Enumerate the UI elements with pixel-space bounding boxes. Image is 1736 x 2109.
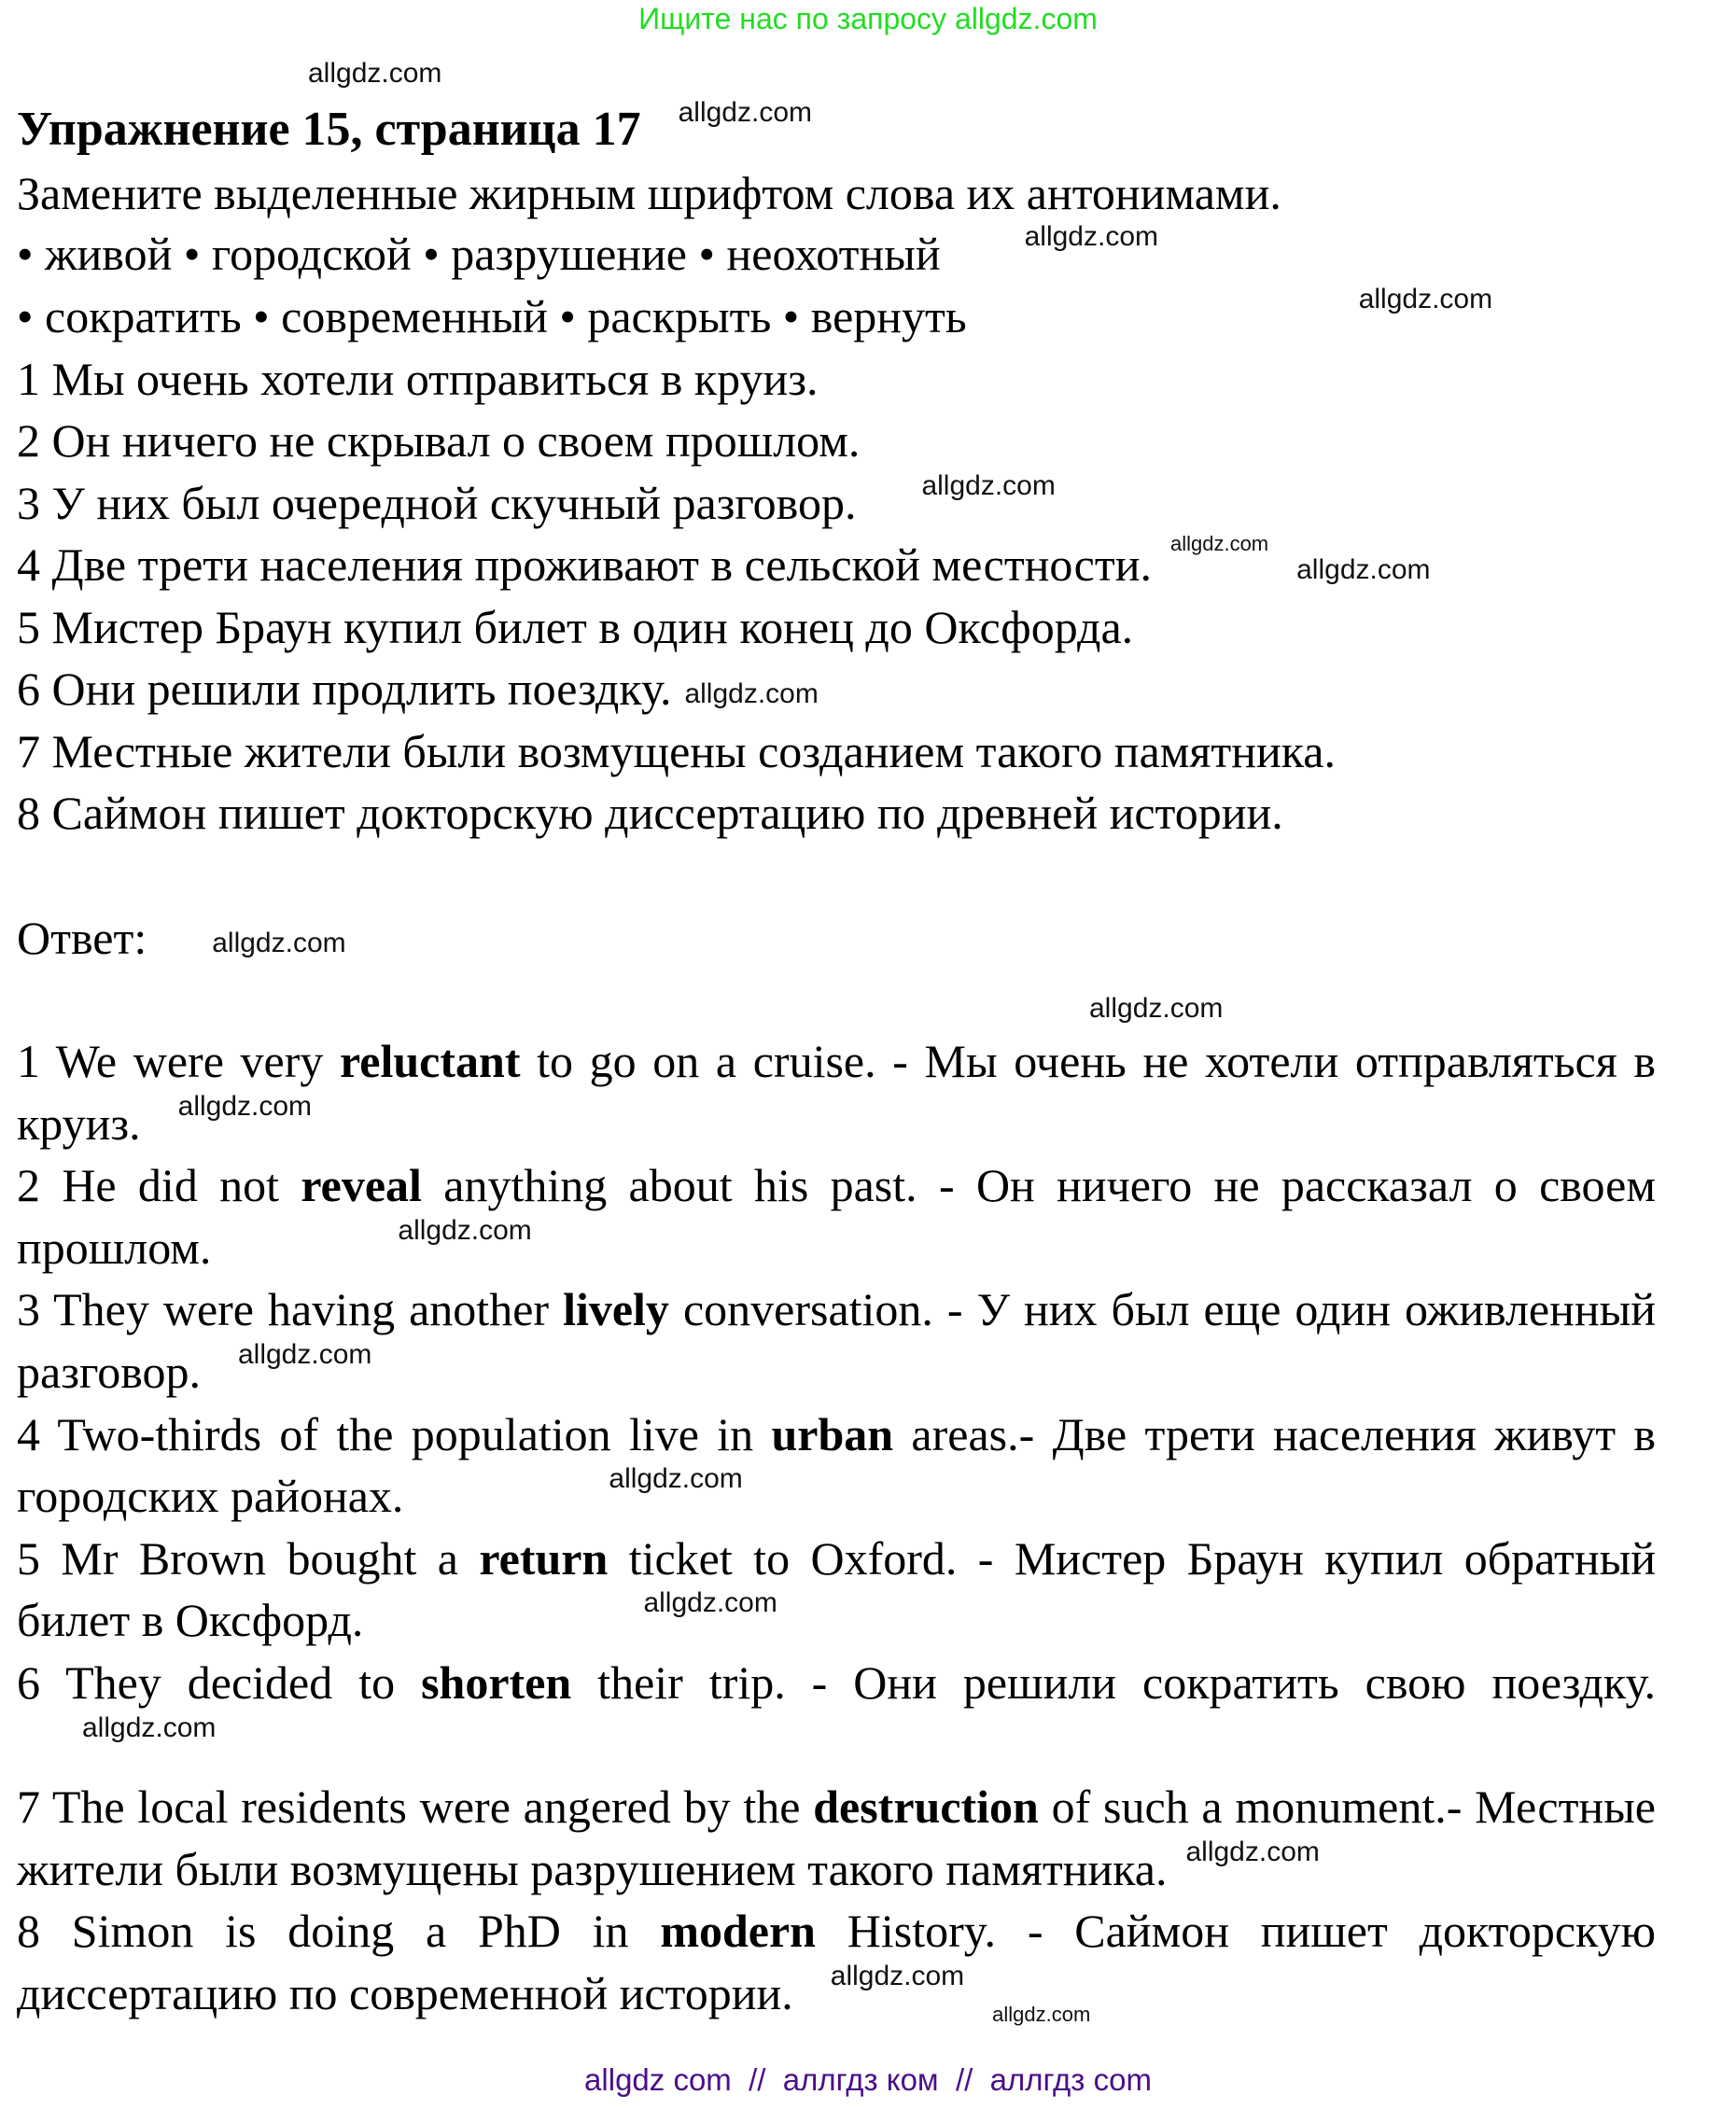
watermark: allgdz.com (177, 1090, 313, 1122)
answer-keyword: modern (660, 1905, 816, 1958)
watermark: allgdz.com (308, 58, 442, 89)
answer-item (17, 1652, 1656, 1776)
answer-item (17, 1900, 1656, 2024)
watermark: allgdz.com (1296, 553, 1431, 585)
answer-keyword: return (479, 1531, 609, 1585)
word-list-line-1-row (17, 223, 1158, 285)
answer-text: 2 He did not (17, 1159, 301, 1212)
watermark: allgdz.com (1089, 993, 1224, 1024)
sentence: 7 Местные жители были возмущены созданием такого памятника. (17, 725, 1336, 777)
answer-text: conversation. - У них был еще один оживленный разговор. (17, 1283, 1656, 1398)
task-instruction: Замените выделенные жирным шрифтом слова их антонимами. (17, 167, 1281, 219)
answer-text: ticket to Oxford. - Мистер Браун купил обратный билет в Оксфорд. (17, 1531, 1656, 1647)
watermark: allgdz.com (830, 1960, 965, 1991)
answer-text: 7 The local residents were angered by the (17, 1781, 814, 1834)
answer-item (17, 1030, 1656, 1154)
answer-text: anything about his past. - Он ничего не рассказал о своем прошлом. (17, 1159, 1656, 1274)
sentence: 3 У них был очередной скучный разговор. (17, 477, 857, 529)
sentence-row (17, 534, 1431, 595)
word-list-line-2-row (17, 286, 1492, 347)
answer-text: 1 We were very (17, 1035, 340, 1087)
answer-keyword: reluctant (340, 1035, 521, 1087)
answer-text: their trip. - Они решили сократить свою поездку. (571, 1655, 1656, 1709)
page-title-row (17, 99, 812, 161)
watermark: allgdz.com (82, 1711, 217, 1743)
watermark: allgdz.com (684, 677, 819, 709)
answer-keyword: lively (563, 1283, 669, 1336)
sentence-row (17, 472, 1056, 534)
word-list-line-2: • сократить • современный • раскрыть • вернуть (17, 290, 967, 342)
watermark: allgdz.com (212, 927, 346, 958)
answer-keyword: urban (771, 1407, 894, 1460)
answer-item (17, 1404, 1656, 1528)
answer-label-row (17, 907, 346, 969)
answer-text: of such a monument.- Местные жители были возмущены разрушением такого памятника. (17, 1781, 1656, 1895)
sentence: 6 Они решили продлить поездку. (17, 663, 672, 715)
page-title: Упражнение 15, страница 17 (17, 103, 641, 156)
answer-item (17, 1154, 1656, 1278)
watermark: allgdz.com (921, 470, 1056, 501)
sentence: 1 Мы очень хотели отправиться в круиз. (17, 353, 819, 405)
answer-item (17, 1776, 1656, 1900)
watermark: allgdz.com (678, 97, 812, 128)
answers-block (17, 1030, 1656, 2025)
answer-keyword: destruction (813, 1781, 1039, 1834)
answer-text: History. - Саймон пишет докторскую диссертацию по современной истории. (17, 1905, 1656, 2019)
answer-text: areas.- Две трети населения живут в городских районах. (17, 1407, 1656, 1523)
answer-text: 3 They were having another (17, 1283, 564, 1336)
sentence-row (17, 658, 819, 719)
sentence: 4 Две трети населения проживают в сельской местности. (17, 538, 1152, 591)
sentence: 2 Он ничего не скрывал о своем прошлом. (17, 414, 861, 467)
sentence: 5 Мистер Браун купил билет в один конец до Оксфорда. (17, 601, 1134, 653)
answer-keyword: shorten (421, 1655, 572, 1709)
watermark: allgdz.com (643, 1587, 777, 1619)
watermark: allgdz.com (1169, 532, 1269, 555)
word-list-line-1: • живой • городской • разрушение • неохотный (17, 228, 941, 280)
answer-keyword: reveal (301, 1159, 422, 1212)
watermark: allgdz.com (398, 1214, 532, 1246)
answer-text: 8 Simon is doing a PhD in (17, 1905, 661, 1958)
watermark: allgdz.com (1024, 221, 1159, 252)
answer-text: 5 Mr Brown bought a (17, 1531, 480, 1585)
answer-label: Ответ: (17, 912, 147, 964)
watermark: allgdz.com (237, 1338, 372, 1370)
search-banner: Ищите нас по запросу allgdz.com (638, 2, 1098, 35)
watermark: allgdz.com (1185, 1836, 1320, 1867)
watermark: allgdz.com (609, 1463, 743, 1495)
watermark: allgdz.com (1358, 284, 1493, 314)
watermark: allgdz.com (992, 2002, 1091, 2026)
answer-item (17, 1528, 1656, 1652)
answer-text: 6 They decided to (17, 1655, 422, 1709)
sentence: 8 Саймон пишет докторскую диссертацию по древней истории. (17, 787, 1283, 839)
answer-text: to go on a cruise. - Мы очень не хотели отправляться в круиз. (17, 1035, 1656, 1150)
answer-item (17, 1278, 1656, 1403)
answer-text: 4 Two-thirds of the population live in (17, 1407, 772, 1460)
footer-links: allgdz com // аллгдз ком // аллгдз com (584, 2062, 1152, 2097)
